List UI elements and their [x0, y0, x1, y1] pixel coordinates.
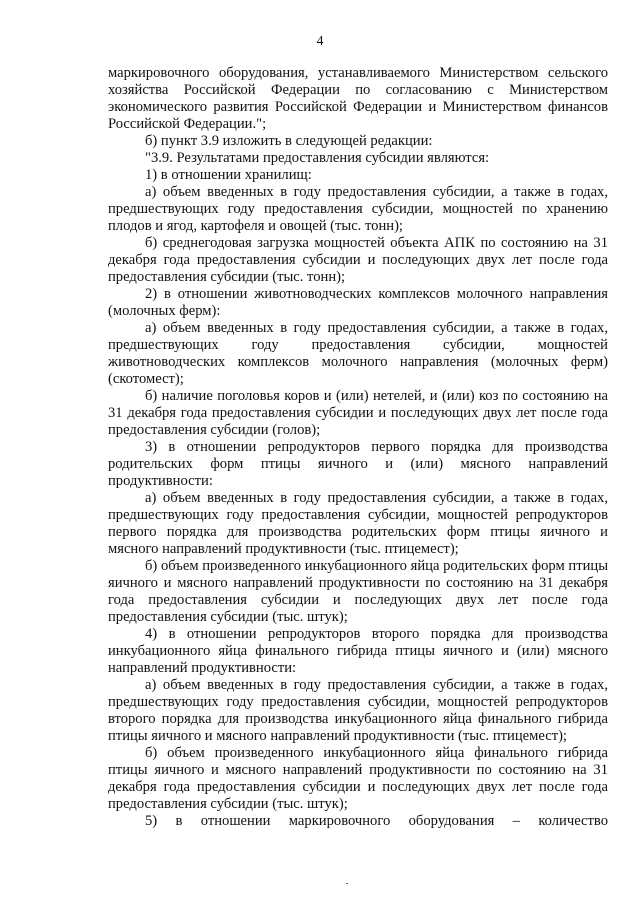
paragraph: 5) в отношении маркировочного оборудования – количество: [145, 813, 608, 829]
document-body: [108, 65, 608, 830]
paragraph: а) объем введенных в году предоставления субсидии, а также в годах, предшествующих году предоставления субсидии, мощностей по хранению плодов и ягод, картофеля и овощей (тыс. тонн);: [108, 184, 608, 234]
paragraph: 3) в отношении репродукторов первого порядка для производства родительских форм птицы яичного и (или) мясного направлений продуктивности:: [108, 439, 608, 489]
scan-speck: [346, 883, 348, 884]
page-number: 4: [316, 34, 324, 49]
paragraph: 2) в отношении животноводческих комплексов молочного направления (молочных ферм):: [108, 286, 608, 319]
paragraph: а) объем введенных в году предоставления субсидии, а также в годах, предшествующих году предоставления субсидии, мощностей животноводческих комплексов молочного направления (молочных ферм) (скотомест);: [108, 320, 608, 387]
paragraph: 4) в отношении репродукторов второго порядка для производства инкубационного яйца финального гибрида птицы яичного и (или) мясного направлений продуктивности:: [108, 626, 608, 676]
paragraph: б) среднегодовая загрузка мощностей объекта АПК по состоянию на 31 декабря года предоставления субсидии и последующих двух лет после года предоставления субсидии (тыс. тонн);: [108, 235, 608, 285]
paragraph: маркировочного оборудования, устанавливаемого Министерством сельского хозяйства Российской Федерации по согласованию с Министерством экономического развития Российской Федерации и Министерством финансов Российской Федерации.";: [108, 65, 608, 132]
paragraph: а) объем введенных в году предоставления субсидии, а также в годах, предшествующих году предоставления субсидии, мощностей репродукторов второго порядка для производства инкубационного яйца финального гибрида птицы яичного и мясного направлений продуктивности (тыс. птицемест);: [108, 677, 608, 744]
paragraph: "3.9. Результатами предоставления субсидии являются:: [145, 150, 490, 166]
paragraph: 1) в отношении хранилищ:: [145, 167, 312, 183]
paragraph: б) объем произведенного инкубационного яйца финального гибрида птицы яичного и мясного направлений продуктивности по состоянию на 31 декабря года предоставления субсидии и последующих двух лет после года предоставления субсидии (тыс. штук);: [108, 745, 608, 812]
paragraph: б) пункт 3.9 изложить в следующей редакции:: [145, 133, 433, 149]
paragraph: а) объем введенных в году предоставления субсидии, а также в годах, предшествующих году предоставления субсидии, мощностей репродукторов первого порядка для производства родительских форм птицы яичного и мясного направлений продуктивности (тыс. птицемест);: [108, 490, 608, 557]
paragraph: б) объем произведенного инкубационного яйца родительских форм птицы яичного и мясного направлений продуктивности по состоянию на 31 декабря года предоставления субсидии и последующих двух лет после года предоставления субсидии (тыс. штук);: [108, 558, 608, 625]
paragraph: б) наличие поголовья коров и (или) нетелей, и (или) коз по состоянию на 31 декабря года предоставления субсидии и последующих двух лет после года предоставления субсидии (голов);: [108, 388, 608, 438]
